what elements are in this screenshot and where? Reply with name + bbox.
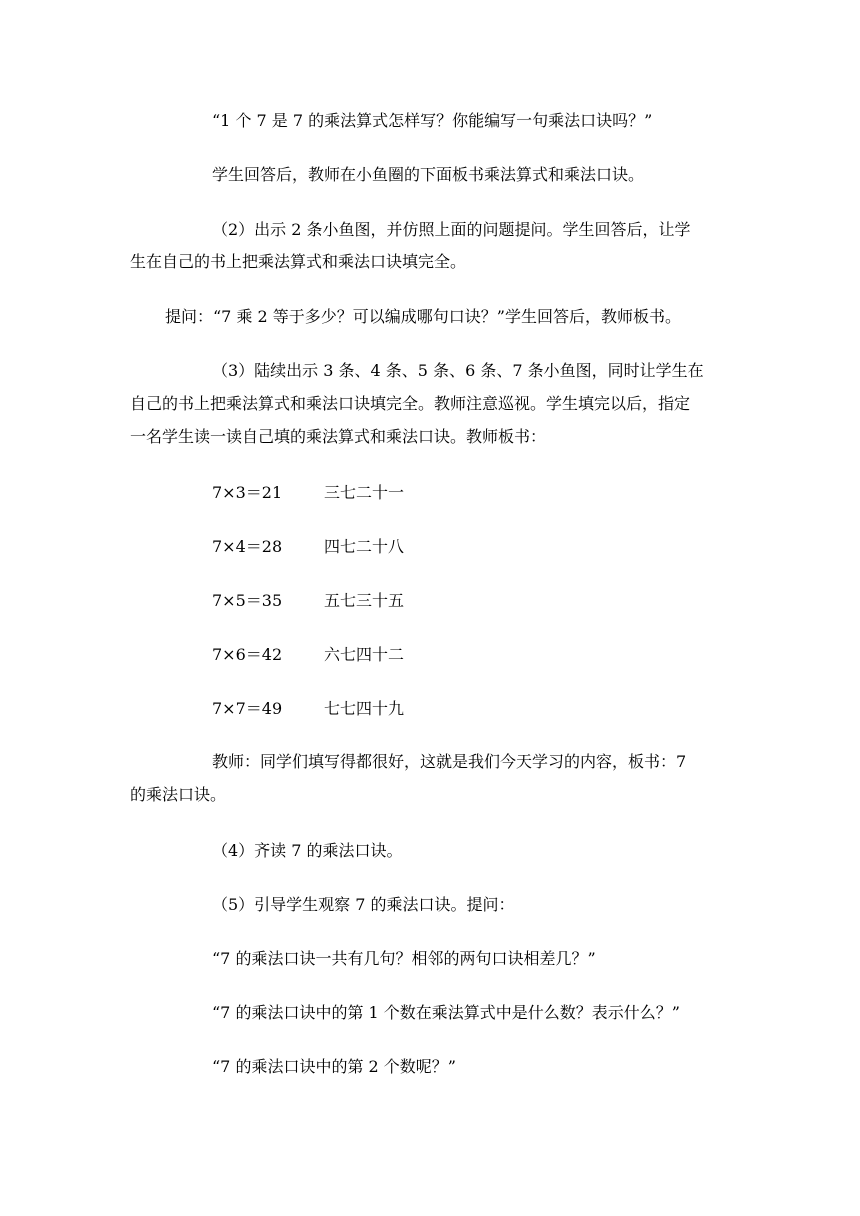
step-2-line-2: 生在自己的书上把乘法算式和乘法口诀填完全。 <box>130 252 467 271</box>
teacher-summary-line-1: 教师：同学们填写得都很好，这就是我们今天学习的内容，板书：7 <box>212 752 687 771</box>
board-formula: 7×7＝49 <box>212 699 283 718</box>
step-3-line-2: 自己的书上把乘法算式和乘法口诀填完全。教师注意巡视。学生填完以后，指定 <box>130 394 691 413</box>
question-line-4: “7 的乘法口诀中的第 1 个数在乘法算式中是什么数？表示什么？” <box>212 1003 680 1022</box>
step-2-line-1: （2）出示 2 条小鱼图，并仿照上面的问题提问。学生回答后，让学 <box>212 220 691 239</box>
board-formula: 7×6＝42 <box>212 645 283 664</box>
board-rhyme: 五七三十五 <box>324 591 405 610</box>
board-formula: 7×5＝35 <box>212 591 283 610</box>
step-3-line-3: 一名学生读一读自己填的乘法算式和乘法口诀。教师板书： <box>130 427 547 446</box>
board-rhyme: 四七二十八 <box>324 537 405 556</box>
board-rhyme: 六七四十二 <box>324 645 405 664</box>
board-rhyme: 三七二十一 <box>324 483 405 502</box>
step-4: （4）齐读 7 的乘法口诀。 <box>212 841 403 860</box>
step-3-line-1: （3）陆续出示 3 条、4 条、5 条、6 条、7 条小鱼图，同时让学生在 <box>212 361 704 380</box>
board-formula: 7×4＝28 <box>212 537 283 556</box>
question-line-2: 提问：“7 乘 2 等于多少？可以编成哪句口诀？”学生回答后，教师板书。 <box>165 307 681 326</box>
question-line-1: “1 个 7 是 7 的乘法算式怎样写？你能编写一句乘法口诀吗？” <box>212 111 653 130</box>
question-line-3: “7 的乘法口诀一共有几句？相邻的两句口诀相差几？” <box>212 949 596 968</box>
board-formula: 7×3＝21 <box>212 483 283 502</box>
teacher-summary-line-2: 的乘法口诀。 <box>130 785 227 804</box>
board-rhyme: 七七四十九 <box>324 699 405 718</box>
step-5: （5）引导学生观察 7 的乘法口诀。提问： <box>212 895 515 914</box>
question-line-5: “7 的乘法口诀中的第 2 个数呢？” <box>212 1057 456 1076</box>
paragraph-teacher-writes: 学生回答后，教师在小鱼圈的下面板书乘法算式和乘法口诀。 <box>212 165 645 184</box>
